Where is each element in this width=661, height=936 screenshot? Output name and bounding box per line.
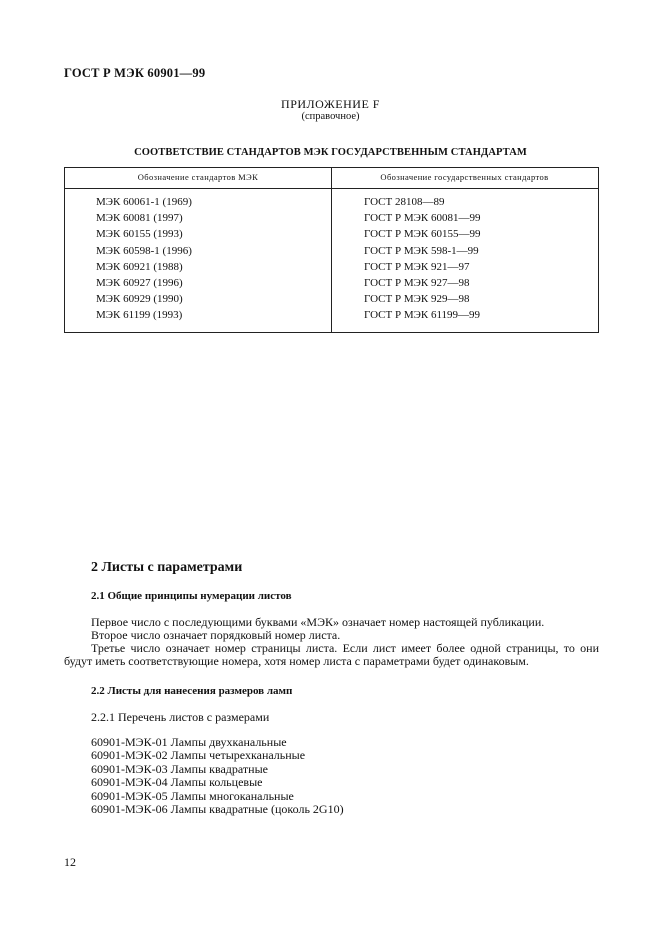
- subsection-title-numbering: 2.1 Общие принципы нумерации листов: [91, 590, 292, 602]
- sheet-list: [91, 736, 344, 816]
- standards-table: [64, 167, 599, 333]
- list-item: 60901-МЭК-05 Лампы многоканальные: [91, 788, 294, 803]
- iec-standards-column: [96, 194, 192, 324]
- section-title: 2 Листы с параметрами: [91, 560, 243, 575]
- list-item: 60901-МЭК-01 Лампы двухканальные: [91, 735, 287, 749]
- iec-standard-cell: МЭК 60921 (1988): [96, 260, 183, 273]
- iec-standard-cell: МЭК 61199 (1993): [96, 309, 183, 322]
- appendix-subtitle: (справочное): [301, 111, 360, 122]
- iec-standard-cell: МЭК 60929 (1990): [96, 293, 183, 306]
- paragraph-first-number: Первое число с последующими буквами «МЭК» означает номер настоящей публикации.: [91, 615, 545, 629]
- gost-standard-cell: ГОСТ Р МЭК 60081—99: [364, 212, 481, 225]
- iec-standard-cell: МЭК 60081 (1997): [96, 212, 183, 225]
- page-number: 12: [64, 855, 76, 869]
- list-item: 60901-МЭК-06 Лампы квадратные (цоколь 2G10): [91, 802, 344, 817]
- document-id-header: ГОСТ Р МЭК 60901—99: [64, 66, 206, 80]
- appendix-title: ПРИЛОЖЕНИЕ F: [281, 97, 380, 111]
- column-divider: [331, 168, 332, 332]
- paragraph-third-number: Третье число означает номер страницы листа. Если лист имеет более одной страницы, то они будут иметь соответствующие номера, хотя номер листа с параметрами будет одинаковым.: [64, 641, 599, 668]
- subsection-title-lamp-sheets: 2.2 Листы для нанесения размеров ламп: [91, 685, 293, 697]
- sheet-list-heading: 2.2.1 Перечень листов с размерами: [91, 710, 270, 724]
- column-header-gost: Обозначение государственных стандартов: [380, 172, 549, 182]
- gost-standards-column: [364, 194, 480, 324]
- gost-standard-cell: ГОСТ Р МЭК 61199—99: [364, 309, 481, 322]
- list-item: 60901-МЭК-03 Лампы квадратные: [91, 761, 268, 776]
- iec-standard-cell: МЭК 60155 (1993): [96, 228, 183, 241]
- header-divider: [65, 188, 598, 189]
- list-item: 60901-МЭК-04 Лампы кольцевые: [91, 775, 263, 790]
- gost-standard-cell: ГОСТ Р МЭК 927—98: [364, 277, 470, 290]
- gost-standard-cell: ГОСТ Р МЭК 921—97: [364, 260, 470, 273]
- iec-standard-cell: МЭК 60927 (1996): [96, 277, 183, 290]
- gost-standard-cell: ГОСТ 28108—89: [364, 196, 445, 208]
- gost-standard-cell: ГОСТ Р МЭК 598-1—99: [364, 244, 479, 257]
- gost-standard-cell: ГОСТ Р МЭК 60155—99: [364, 228, 481, 241]
- iec-standard-cell: МЭК 60061-1 (1969): [96, 196, 192, 208]
- list-item: 60901-МЭК-02 Лампы четырехканальные: [91, 748, 306, 763]
- paragraph-second-number: Второе число означает порядковый номер листа.: [91, 628, 341, 642]
- table-title: СООТВЕТСТВИЕ СТАНДАРТОВ МЭК ГОСУДАРСТВЕННЫМ СТАНДАРТАМ: [134, 147, 527, 158]
- iec-standard-cell: МЭК 60598-1 (1996): [96, 244, 192, 257]
- column-header-iec: Обозначение стандартов МЭК: [137, 172, 259, 182]
- gost-standard-cell: ГОСТ Р МЭК 929—98: [364, 293, 470, 306]
